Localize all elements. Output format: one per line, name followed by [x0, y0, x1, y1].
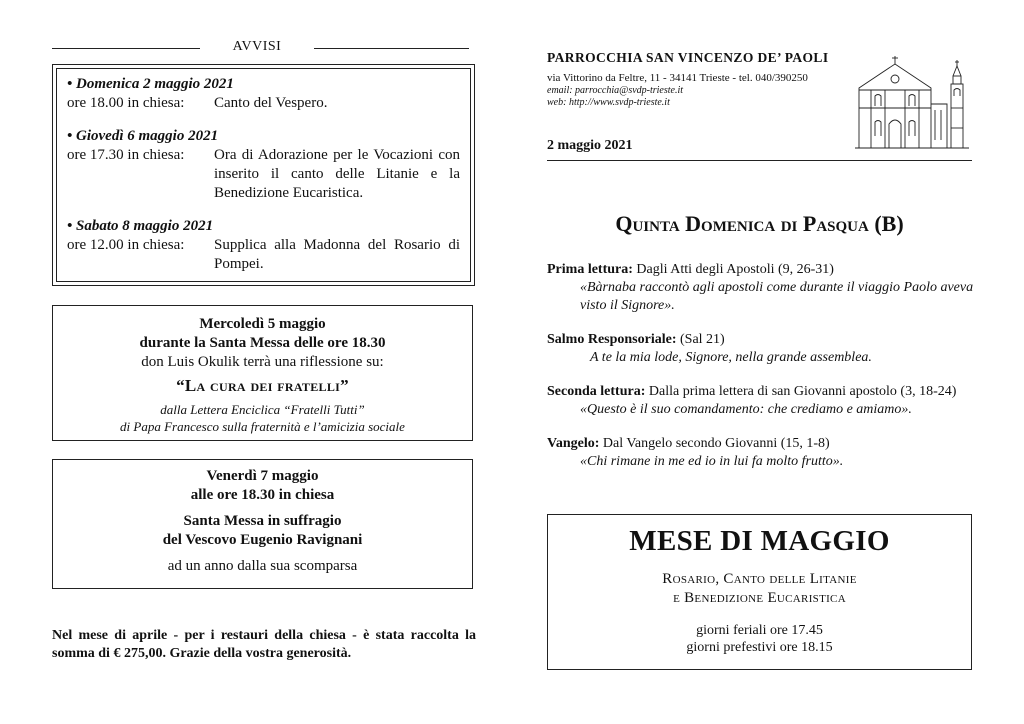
parish-web: web: http://www.svdp-trieste.it: [547, 97, 670, 108]
reading-reference: Dal Vangelo secondo Giovanni (15, 1-8): [602, 436, 830, 451]
may-month-subtitle: [548, 570, 971, 608]
header-rule-left: [52, 48, 200, 49]
reading-label: Prima lettura:: [547, 262, 633, 277]
suffragio-bishop: del Vescovo Eugenio Ravignani: [162, 532, 363, 548]
header-rule-right: [314, 48, 469, 49]
reading-item: [547, 261, 974, 315]
event-item: [67, 127, 460, 203]
reading-quote: «Bàrnaba raccontò agli apostoli come durante il viaggio Paolo aveva visto il Signore».: [580, 280, 974, 313]
may-time-weekdays: giorni feriali ore 17.45: [696, 623, 823, 638]
okulik-source: [53, 401, 472, 435]
event-title: • Sabato 8 maggio 2021: [67, 218, 214, 234]
donation-note: Nel mese di aprile - per i restauri della chiesa - è stata raccolta la somma di € 275,00. Grazie della vostra generosità.: [52, 628, 476, 661]
suffragio-mass: Santa Messa in suffragio: [183, 513, 342, 529]
okulik-source-line: di Papa Francesco sulla fraternità e l’amicizia sociale: [120, 419, 405, 434]
event-row: [67, 94, 460, 113]
avvisi-header-label: AVVISI: [232, 39, 282, 54]
reading-reference: (Sal 21): [680, 332, 725, 347]
reading-label: Vangelo:: [547, 436, 600, 451]
reading-item: [547, 383, 974, 419]
parish-email: email: parrocchia@svdp-trieste.it: [547, 85, 684, 96]
okulik-source-line: dalla Lettera Enciclica “Fratelli Tutti”: [160, 402, 365, 417]
suffragio-time: alle ore 18.30 in chiesa: [190, 487, 335, 503]
header-divider: [547, 160, 972, 161]
reading-reference: Dalla prima lettera di san Giovanni apostolo (3, 18-24): [648, 384, 957, 399]
event-time: ore 18.00 in chiesa:: [67, 95, 185, 111]
event-description: Canto del Vespero.: [214, 95, 328, 111]
event-description: Supplica alla Madonna del Rosario di Pompei.: [214, 237, 460, 272]
reading-quote: «Chi rimane in me ed io in lui fa molto frutto».: [580, 454, 844, 469]
okulik-when: durante la Santa Messa delle ore 18.30: [139, 335, 386, 351]
reading-item: [547, 331, 974, 367]
may-month-times: [548, 622, 971, 656]
reading-quote: «Questo è il suo comandamento: che crediamo e amiamo».: [580, 402, 912, 417]
church-drawing-icon: [851, 48, 971, 156]
okulik-title: “La cura dei fratelli”: [176, 376, 349, 395]
reading-quote: A te la mia lode, Signore, nella grande assemblea.: [590, 350, 872, 365]
bulletin-date: 2 maggio 2021: [547, 138, 633, 153]
event-time: ore 12.00 in chiesa:: [67, 237, 185, 253]
may-month-title: MESE DI MAGGIO: [629, 525, 890, 557]
parish-address: via Vittorino da Feltre, 11 - 34141 Trieste - tel. 040/390250: [547, 72, 808, 84]
okulik-reflection-box: [52, 305, 473, 441]
event-description: Ora di Adorazione per le Vocazioni con inserito il canto delle Litanie e la Benedizione Eucaristica.: [214, 147, 460, 201]
reading-label: Salmo Responsoriale:: [547, 332, 677, 347]
reading-reference: Dagli Atti degli Apostoli (9, 26-31): [636, 262, 834, 277]
may-month-box: [547, 514, 972, 670]
may-month-subtitle-line: e Benedizione Eucaristica: [673, 590, 846, 606]
event-title: • Domenica 2 maggio 2021: [67, 76, 234, 92]
event-time: ore 17.30 in chiesa:: [67, 147, 185, 163]
may-month-subtitle-line: Rosario, Canto delle Litanie: [662, 571, 857, 587]
okulik-date: Mercoledì 5 maggio: [199, 316, 326, 332]
event-item: [67, 75, 460, 113]
event-row: [67, 236, 460, 274]
suffragio-anniversary: ad un anno dalla sua scomparsa: [167, 558, 358, 574]
avvisi-box: [52, 64, 475, 286]
suffragio-box: [52, 459, 473, 589]
suffragio-date: Venerdì 7 maggio: [206, 468, 319, 484]
parish-header: [547, 50, 847, 109]
may-time-prefestive: giorni prefestivi ore 18.15: [686, 640, 833, 655]
event-item: [67, 217, 460, 274]
event-title: • Giovedì 6 maggio 2021: [67, 128, 219, 144]
sunday-title: Quinta Domenica di Pasqua (B): [615, 211, 904, 236]
avvisi-header: [52, 37, 469, 59]
okulik-speaker: don Luis Okulik terrà una riflessione su:: [141, 354, 384, 370]
reading-label: Seconda lettura:: [547, 384, 646, 399]
parish-name: PARROCCHIA SAN VINCENZO DE’ PAOLI: [547, 50, 829, 65]
event-row: [67, 146, 460, 203]
reading-item: [547, 435, 974, 471]
avvisi-box-inner: [56, 68, 471, 282]
